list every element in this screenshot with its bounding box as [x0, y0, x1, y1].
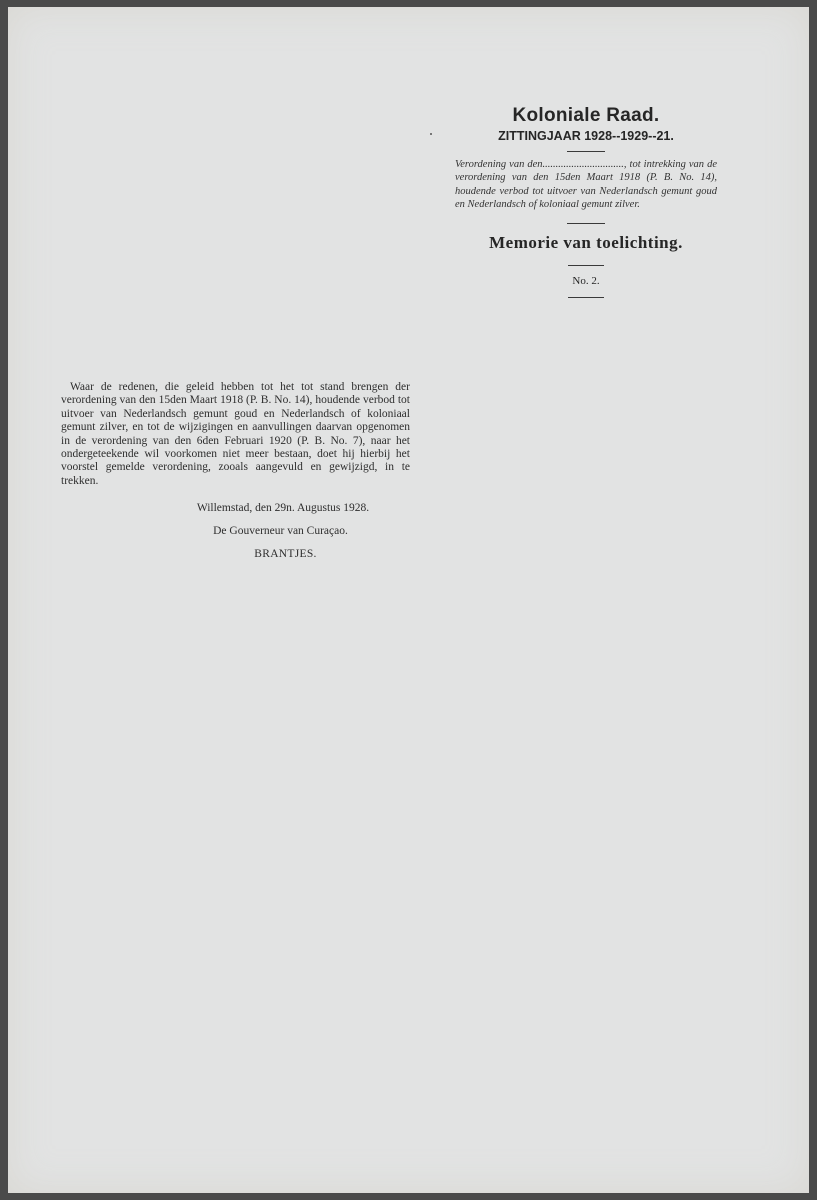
memorie-title: Memorie van toelichting. [489, 232, 683, 252]
signatory-office: De Gouverneur van Curaçao. [213, 525, 348, 538]
session-year: ZITTINGJAAR 1928--1929--21. [498, 129, 674, 143]
signatory-name: BRANTJES. [254, 548, 317, 561]
document-page [8, 7, 809, 1193]
divider [567, 151, 605, 152]
divider [567, 223, 605, 224]
divider [568, 297, 604, 298]
council-title: Koloniale Raad. [512, 105, 660, 126]
ordinance-description: Verordening van den..............................., tot intrekking van de verordening van den 15den Maart 1918 (P. B. No. 14), houdende verbod tot uitvoer van Nederlandsch gemunt goud en Nederlandsch of koloniaal gemunt zilver. [455, 159, 717, 211]
document-number: No. 2. [572, 274, 600, 287]
body-block [61, 381, 410, 560]
divider [568, 265, 604, 266]
header-block [455, 104, 717, 298]
place-date: Willemstad, den 29n. Augustus 1928. [196, 502, 370, 515]
ink-speck [430, 133, 432, 135]
explanation-paragraph: Waar de redenen, die geleid hebben tot het tot stand brengen der verordening van den 15den Maart 1918 (P. B. No. 14), houdende verbod tot uitvoer van Nederlandsch gemunt goud en Nederlandsch of koloniaal gemunt zilver, en tot de wijzigingen en aanvullingen daarvan opgenomen in de verordening van den 6den Februari 1920 (P. B. No. 7), naar het ondergeteekende wil voorkomen niet meer bestaan, doet hij hierbij het voorstel gemelde verordening, zooals aangevuld en gewijzigd, in te trekken. [61, 381, 410, 487]
